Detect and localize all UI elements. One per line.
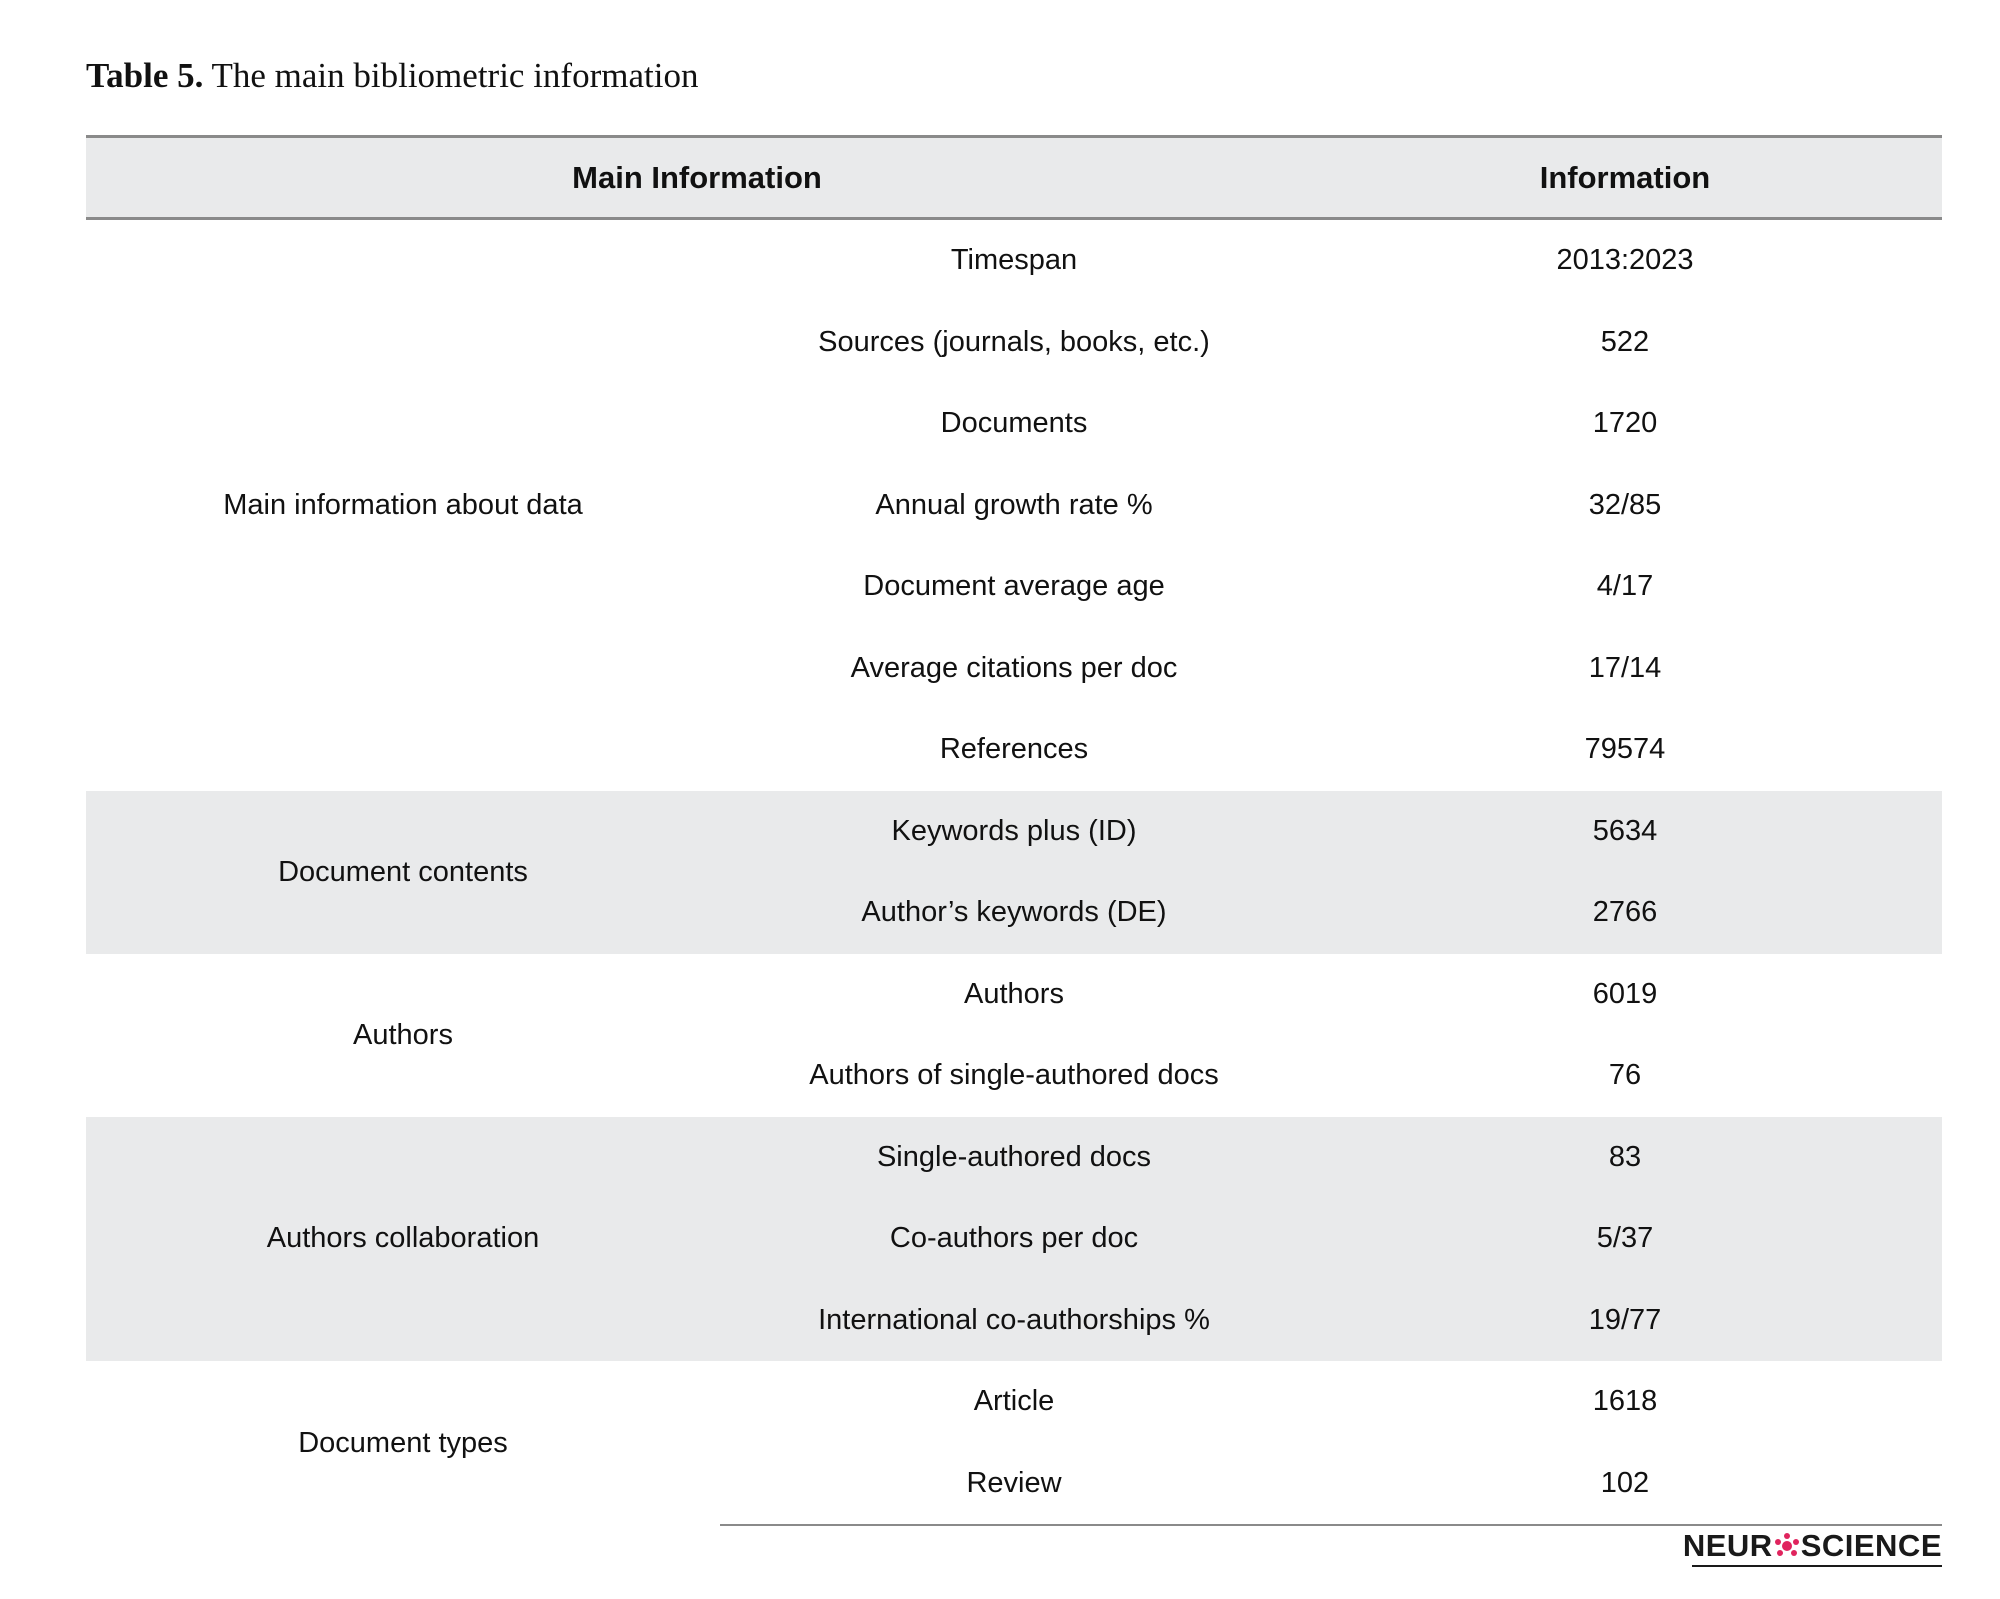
- row-label: Author’s keywords (DE): [861, 896, 1167, 929]
- header-main-information: Main Information: [86, 137, 1308, 219]
- row-label: Average citations per doc: [850, 651, 1178, 684]
- logo-underline: [1692, 1565, 1942, 1567]
- group-label: Authors: [353, 1018, 453, 1051]
- group-authors: [86, 954, 1942, 1117]
- row-label: Document average age: [863, 570, 1165, 603]
- row-label: Single-authored docs: [876, 1140, 1152, 1173]
- group-label: Main information about data: [223, 488, 583, 521]
- row-value: 5/37: [1596, 1222, 1654, 1255]
- row-label: Annual growth rate %: [875, 488, 1153, 521]
- row-label: Authors of single-authored docs: [809, 1059, 1219, 1092]
- row-value: 76: [1608, 1059, 1642, 1092]
- row-value: 102: [1308, 1443, 1942, 1526]
- row-label: Timespan: [950, 244, 1078, 277]
- caption-label: Table 5.: [86, 56, 204, 95]
- group-document-types: [86, 1361, 1942, 1525]
- table-row: [86, 954, 1942, 1036]
- row-label: International co-authorships %: [818, 1303, 1210, 1336]
- row-value: 1720: [1592, 407, 1658, 440]
- table-row: [86, 219, 1942, 302]
- row-label: Article: [973, 1385, 1055, 1418]
- row-value: 19/77: [1588, 1303, 1662, 1336]
- table-row: [86, 791, 1942, 873]
- row-value: 2013:2023: [1556, 244, 1694, 277]
- bibliometric-table: [86, 135, 1942, 1526]
- row-label: Authors: [964, 977, 1064, 1010]
- table-row: [86, 1117, 1942, 1199]
- row-label: Co-authors per doc: [889, 1222, 1139, 1255]
- row-label: Sources (journals, books, etc.): [818, 325, 1210, 358]
- table-header: [86, 137, 1942, 219]
- row-label: Documents: [940, 407, 1088, 440]
- row-value: 32/85: [1588, 488, 1662, 521]
- group-label: Document contents: [278, 855, 528, 888]
- table-row: [86, 1361, 1942, 1443]
- neuroscience-logo: [1683, 1528, 1942, 1564]
- row-value: 2766: [1592, 896, 1658, 929]
- group-label: Authors collaboration: [266, 1222, 540, 1255]
- row-value: 79574: [1584, 733, 1666, 766]
- group-label: Document types: [298, 1426, 508, 1459]
- row-label: Review: [720, 1443, 1308, 1526]
- group-authors-collaboration: [86, 1117, 1942, 1362]
- row-value: 522: [1600, 325, 1650, 358]
- header-row: [86, 137, 1942, 219]
- header-information: Information: [1308, 137, 1942, 219]
- bibliometric-table-container: [86, 135, 1942, 1526]
- group-main-information: [86, 219, 1942, 791]
- row-value: 6019: [1592, 977, 1658, 1010]
- logo-text-before: NEUR: [1682, 1528, 1773, 1563]
- row-value: 17/14: [1588, 651, 1662, 684]
- group-document-contents: [86, 791, 1942, 954]
- row-value: 5634: [1592, 814, 1658, 847]
- row-value: 1618: [1592, 1385, 1658, 1418]
- row-value: 4/17: [1596, 570, 1654, 603]
- logo-text-after: SCIENCE: [1800, 1528, 1942, 1563]
- row-label: References: [939, 733, 1089, 766]
- neuron-o-icon: [1774, 1533, 1800, 1559]
- row-value: 83: [1608, 1140, 1642, 1173]
- caption-text: The main bibliometric information: [211, 56, 699, 95]
- row-label: Keywords plus (ID): [891, 814, 1137, 847]
- table-caption: [86, 56, 698, 96]
